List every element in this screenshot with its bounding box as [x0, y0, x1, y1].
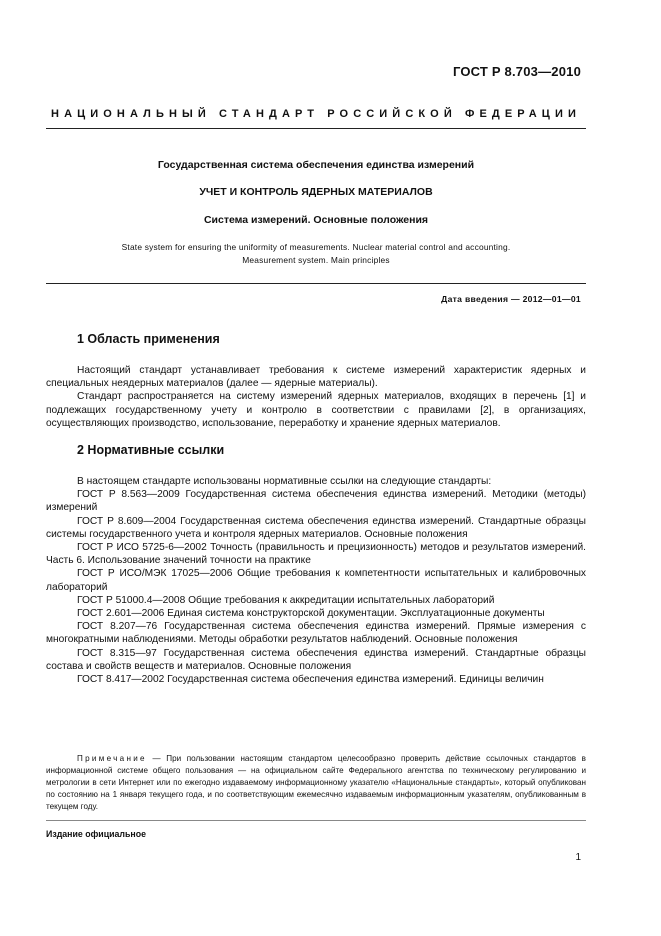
section1-body [46, 364, 586, 430]
section1-paragraph: Стандарт распространяется на систему измерений ядерных материалов, входящих в перечень [1] и подлежащих государственному учету и контролю в соответствии с правилами [2], в организациях, осуществляющих производство, использование, переработку и хранение ядерных материалов. [46, 391, 586, 429]
section2-heading: 2 Нормативные ссылки [77, 443, 225, 457]
title-system: Государственная система обеспечения единства измерений [157, 159, 475, 171]
section1-heading: 1 Область применения [77, 332, 220, 346]
standard-designation: ГОСТ Р 8.703—2010 [452, 64, 581, 79]
title-english-line1: State system for ensuring the uniformity of measurements. Nuclear material control and accounting. [121, 242, 511, 252]
reference-item: ГОСТ Р ИСО/МЭК 17025—2006 Общие требования к компетентности испытательных и калибровочных лабораторий [46, 568, 586, 593]
note-text: — При пользовании настоящим стандартом целесообразно проверить действие ссылочных стандартов в информационной системе общего пользования — на официальном сайте Федерального агентства по техническому регулированию и метрологии в сети Интернет или по ежегодно издаваемому информационному указателю «Национальные стандарты», который опубликован по состоянию на 1 января текущего года, и по соответствующим ежемесячно издаваемым информационным указателям, опубликованным в текущем году. [46, 754, 586, 811]
reference-item: ГОСТ 8.207—76 Государственная система обеспечения единства измерений. Прямые измерения с многократными наблюдениями. Методы обработки результатов наблюдений. Основные положения [46, 621, 586, 646]
introduction-date: Дата введения — 2012—01—01 [441, 294, 581, 304]
reference-item: ГОСТ 8.315—97 Государственная система обеспечения единства измерений. Стандартные образцы состава и свойств веществ и материалов. Основные положения [46, 647, 586, 672]
reference-item: ГОСТ 2.601—2006 Единая система конструкторской документации. Эксплуатационные документы [77, 608, 545, 620]
reference-item: ГОСТ Р 51000.4—2008 Общие требования к аккредитации испытательных лабораторий [77, 594, 495, 606]
title-subtitle: Система измерений. Основные положения [203, 214, 429, 226]
section2-paragraph: В настоящем стандарте использованы нормативные ссылки на следующие стандарты: [77, 476, 492, 487]
title-rule [46, 283, 586, 284]
edition-label: Издание официальное [46, 829, 146, 839]
reference-item: ГОСТ 8.417—2002 Государственная система обеспечения единства измерений. Единицы величин [77, 674, 544, 686]
reference-item: ГОСТ Р 8.563—2009 Государственная система обеспечения единства измерений. Методики (методы) измерений [46, 489, 586, 514]
title-english-line2: Measurement system. Main principles [242, 255, 390, 265]
note-block [46, 753, 586, 813]
section2-body [46, 475, 586, 686]
reference-item: ГОСТ Р 8.609—2004 Государственная система обеспечения единства измерений. Стандартные образцы системы государственного учета и контроля ядерных материалов. Основные положения [46, 515, 586, 540]
title-main: УЧЕТ И КОНТРОЛЬ ЯДЕРНЫХ МАТЕРИАЛОВ [199, 186, 433, 198]
national-standard-banner: НАЦИОНАЛЬНЫЙ СТАНДАРТ РОССИЙСКОЙ ФЕДЕРАЦИИ [51, 108, 581, 120]
note-label: Примечание [77, 754, 147, 763]
header-rule [46, 128, 586, 129]
footer-rule [46, 820, 586, 821]
page-number: 1 [575, 852, 581, 863]
reference-item: ГОСТ Р ИСО 5725-6—2002 Точность (правильность и прецизионность) методов и результатов измерений. Часть 6. Использование значений точности на практике [46, 542, 586, 567]
section1-paragraph: Настоящий стандарт устанавливает требования к системе измерений характеристик ядерных и специальных неядерных материалов (далее — ядерные материалы). [46, 365, 586, 390]
